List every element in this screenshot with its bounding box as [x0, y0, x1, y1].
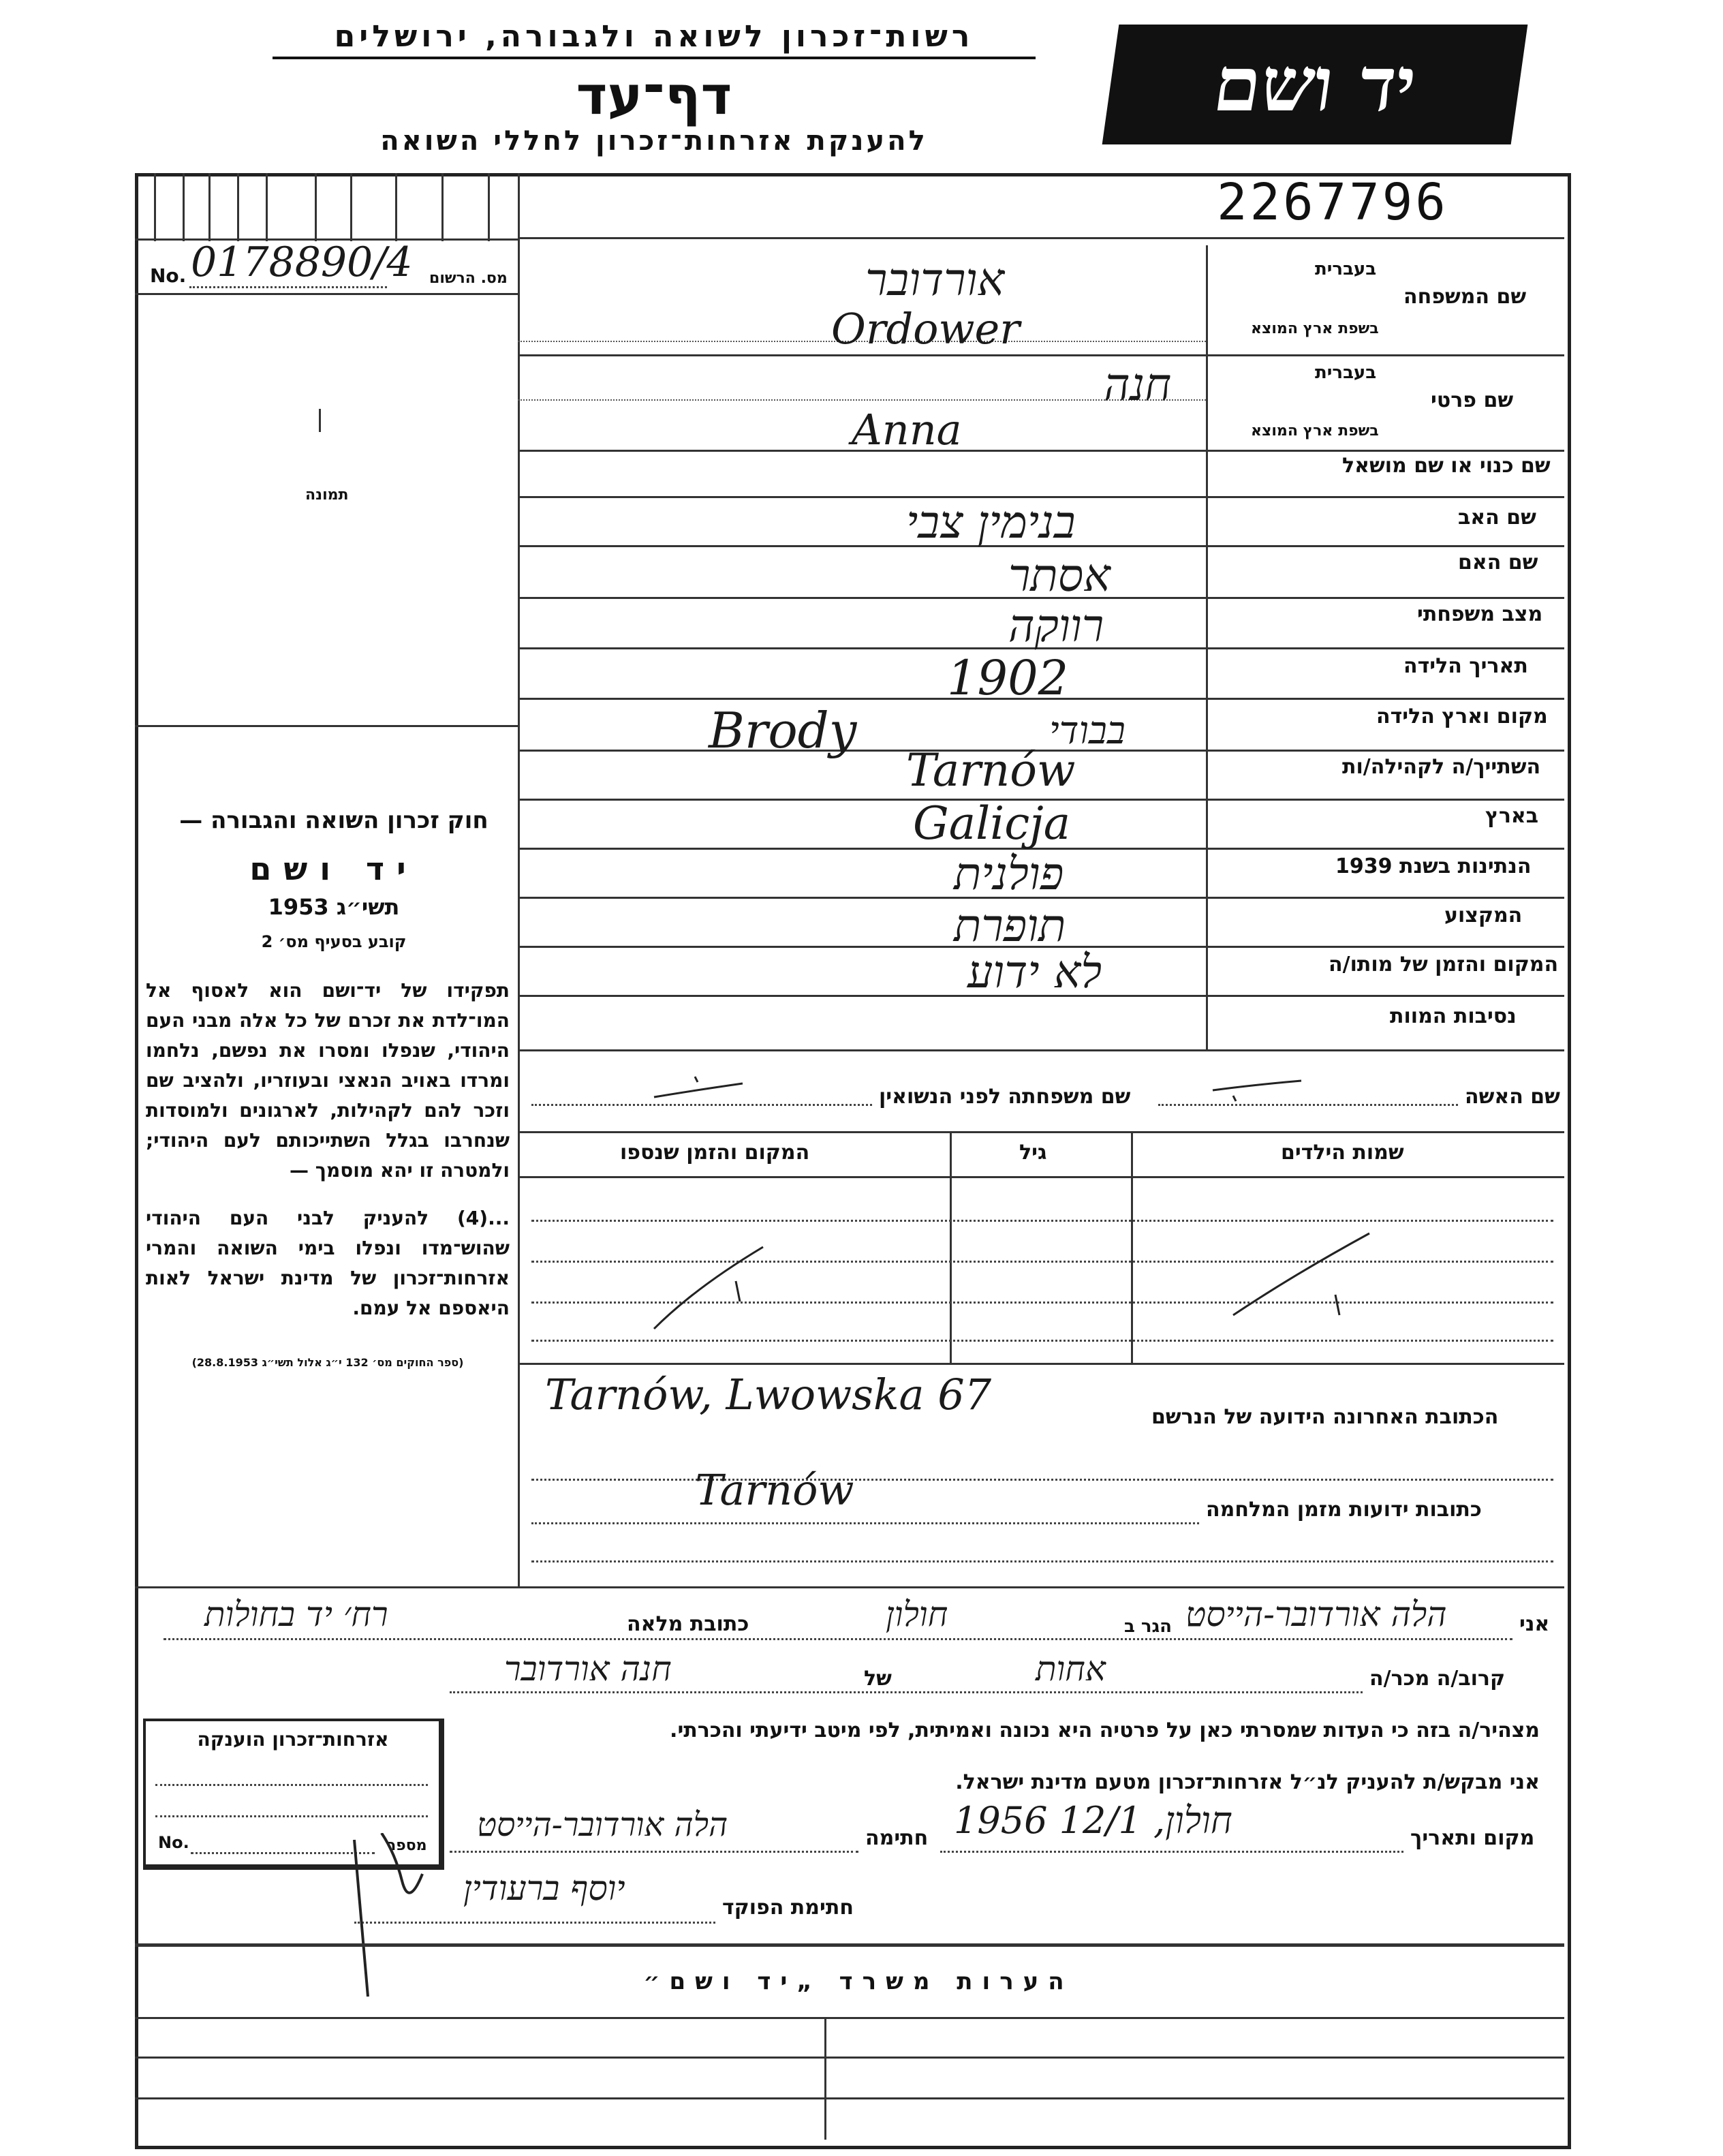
registration-no-label: No.	[150, 264, 187, 287]
registration-label: מס. הרשום	[429, 270, 508, 287]
nationality-value: פולנית	[954, 848, 1064, 900]
birth-place-hebrew-value: בבודי	[1049, 709, 1126, 753]
declarant-relation: אחות	[1036, 1649, 1106, 1689]
country-value: Galicja	[913, 797, 1071, 850]
declaration-text: מצהיר/ה בזה כי העדות שמסרתי כאן על פרטיה היא נכונה ואמיתית, לפי מיטב ידיעתי והכרתי.	[670, 1719, 1540, 1742]
declarant-name: הלה אורדובר-הייסט	[1185, 1595, 1447, 1634]
inspector-signature-label: חתימת הפוקד	[722, 1896, 854, 1920]
first-name-hebrew-value: חנה	[1104, 358, 1172, 411]
law-year: תשי״ג 1953	[268, 894, 400, 920]
place-date-value: חולון, 12/1 1956	[954, 1799, 1232, 1842]
sheet-number: 2267796	[1217, 173, 1448, 232]
community-label: השתייך/ה לקהילה/ות	[1342, 755, 1541, 779]
death-place-time-label: המקום והזמן של מותו/ה	[1329, 953, 1559, 976]
surname-hebrew-value: אורדובר	[865, 253, 1005, 306]
surname-origin-value: Ordower	[831, 304, 1020, 354]
nationality-label: הנתינות בשנת 1939	[1335, 854, 1532, 878]
declarant-city: חולון	[886, 1595, 948, 1634]
children-strike-marks	[640, 1213, 1458, 1349]
law-reference: (ספר החוקים מס׳ 132 י״ג אלול תשי״ג 28.8.1953)	[191, 1356, 464, 1369]
community-value: Tarnów	[906, 744, 1076, 797]
request-text: אני מבקש/ת להעניק לנ״ל אזרחות־זכרון מטעם מדינת ישראל.	[955, 1770, 1540, 1794]
stamp-box-title: אזרחות־זכרון הוענקה	[197, 1728, 389, 1751]
children-age-header: גיל	[1019, 1141, 1047, 1165]
declarant-of-label: של	[864, 1667, 892, 1691]
first-name-label: שם פרטי	[1431, 388, 1514, 412]
declarant-signature: הלה אורדובר-הייסט	[477, 1806, 728, 1844]
first-name-hebrew-label: בעברית	[1315, 363, 1377, 383]
marital-status-value: רווקה	[1008, 600, 1104, 652]
yad-vashem-logo: יד ושם	[1102, 25, 1528, 144]
profession-value: תופרת	[954, 899, 1066, 952]
inspector-signature: יוסף ברעודין	[463, 1868, 625, 1908]
surname-label: שם המשפחה	[1403, 285, 1527, 309]
office-notes-title: הערות משרד „יד ושם״	[643, 1968, 1074, 1995]
marital-status-label: מצב משפחתי	[1417, 602, 1543, 626]
photo-mark	[319, 409, 325, 432]
declarant-address: רח׳ יד בחולות	[204, 1595, 388, 1634]
nickname-label: שם כנוי או שם מושאל	[1342, 454, 1551, 478]
country-label: בארץ	[1485, 804, 1539, 828]
children-place-time-header: המקום והזמן שנספו	[620, 1141, 810, 1165]
spouse-dash-marks	[613, 1063, 1335, 1118]
place-date-label: מקום ותאריך	[1410, 1826, 1535, 1850]
children-names-header: שמות הילדים	[1281, 1141, 1404, 1165]
inspector-flourish	[327, 1833, 436, 2010]
declarant-address-label: כתובת מלאה	[627, 1612, 749, 1636]
surname-origin-label: בשפת ארץ המוצא	[1251, 320, 1379, 337]
spouse-label: שם האשה	[1465, 1085, 1560, 1109]
death-place-time-value: לא ידוע	[967, 946, 1102, 998]
form-subtitle: להענקת אזרחות־זכרון לחללי השואה	[380, 125, 928, 157]
photo-label: תמונה	[305, 487, 349, 504]
declarant-i-label: אני	[1519, 1612, 1550, 1636]
mother-label: שם האם	[1458, 551, 1538, 574]
wartime-address-value: Tarnów	[695, 1465, 854, 1515]
law-clause: קובע בסעיף מס׳ 2	[261, 932, 407, 951]
mother-value: אסתר	[1008, 549, 1111, 602]
declarant-relation-label: קרוב/ה מכר/ה	[1369, 1667, 1506, 1691]
law-title: חוק זכרון השואה והגבורה —	[179, 807, 488, 834]
birth-place-label: מקום וארץ הלידה	[1376, 705, 1548, 728]
first-name-origin-value: Anna	[852, 405, 962, 455]
declarant-of-name: חנה אורדובר	[504, 1649, 672, 1689]
first-name-origin-label: בשפת ארץ המוצא	[1251, 422, 1379, 440]
spouse-maiden-label: שם משפחתה לפני הנשואין	[879, 1085, 1131, 1109]
birth-place-latin-value: Brody	[709, 702, 857, 759]
father-label: שם האב	[1458, 506, 1536, 529]
surname-hebrew-label: בעברית	[1315, 259, 1377, 279]
authority-title: רשות־זכרון לשואה ולגבורה, ירושלים	[273, 19, 1036, 59]
birth-date-label: תאריך הלידה	[1403, 654, 1528, 678]
profession-label: המקצוע	[1444, 904, 1523, 927]
birth-date-value: 1902	[947, 650, 1069, 706]
father-value: בנימין צבי	[906, 496, 1076, 549]
law-paragraph-1: תפקידו של יד־ושם הוא לאסוף אל המו־לדת את זכרם של כל אלה מבני העם היהודי, שנפלו ומסרו את נפשם, נלחמו ומרדו באויב הנאצי ובעוזריו, ולהציב שם וזכר להם לקהילות, לארגונים ולמוסדות שנחרבו בגלל השתייכותם לעם היהודי; ולמטרה זו יהא מוסמך —	[146, 979, 510, 1182]
law-paragraph-2: ...(4) להעניק לבני העם היהודי שהוש־מדו ונפלו בימי השואה והמרי אזרחות־זכרון של מדינת ישראל לאות היאספם אל עמם.	[146, 1207, 510, 1319]
declarant-resides-label: הגר ב	[1124, 1616, 1173, 1637]
last-address-label: הכתובת האחרונה הידועה של הנרשם	[1151, 1405, 1499, 1429]
stamp-box-number-label: מספר	[387, 1837, 427, 1854]
registration-number: 0178890/4	[191, 238, 413, 286]
signature-label: חתימה	[865, 1826, 929, 1850]
form-title: דף־עד	[576, 65, 732, 127]
wartime-address-label: כתובות ידועות מזמן המלחמה	[1206, 1498, 1482, 1522]
death-cause-label: נסיבות המוות	[1390, 1004, 1517, 1028]
law-name: יד ושם	[249, 850, 418, 887]
stamp-box-no-label: No.	[158, 1833, 189, 1852]
last-address-value: Tarnów, Lwowska 67	[545, 1370, 992, 1419]
